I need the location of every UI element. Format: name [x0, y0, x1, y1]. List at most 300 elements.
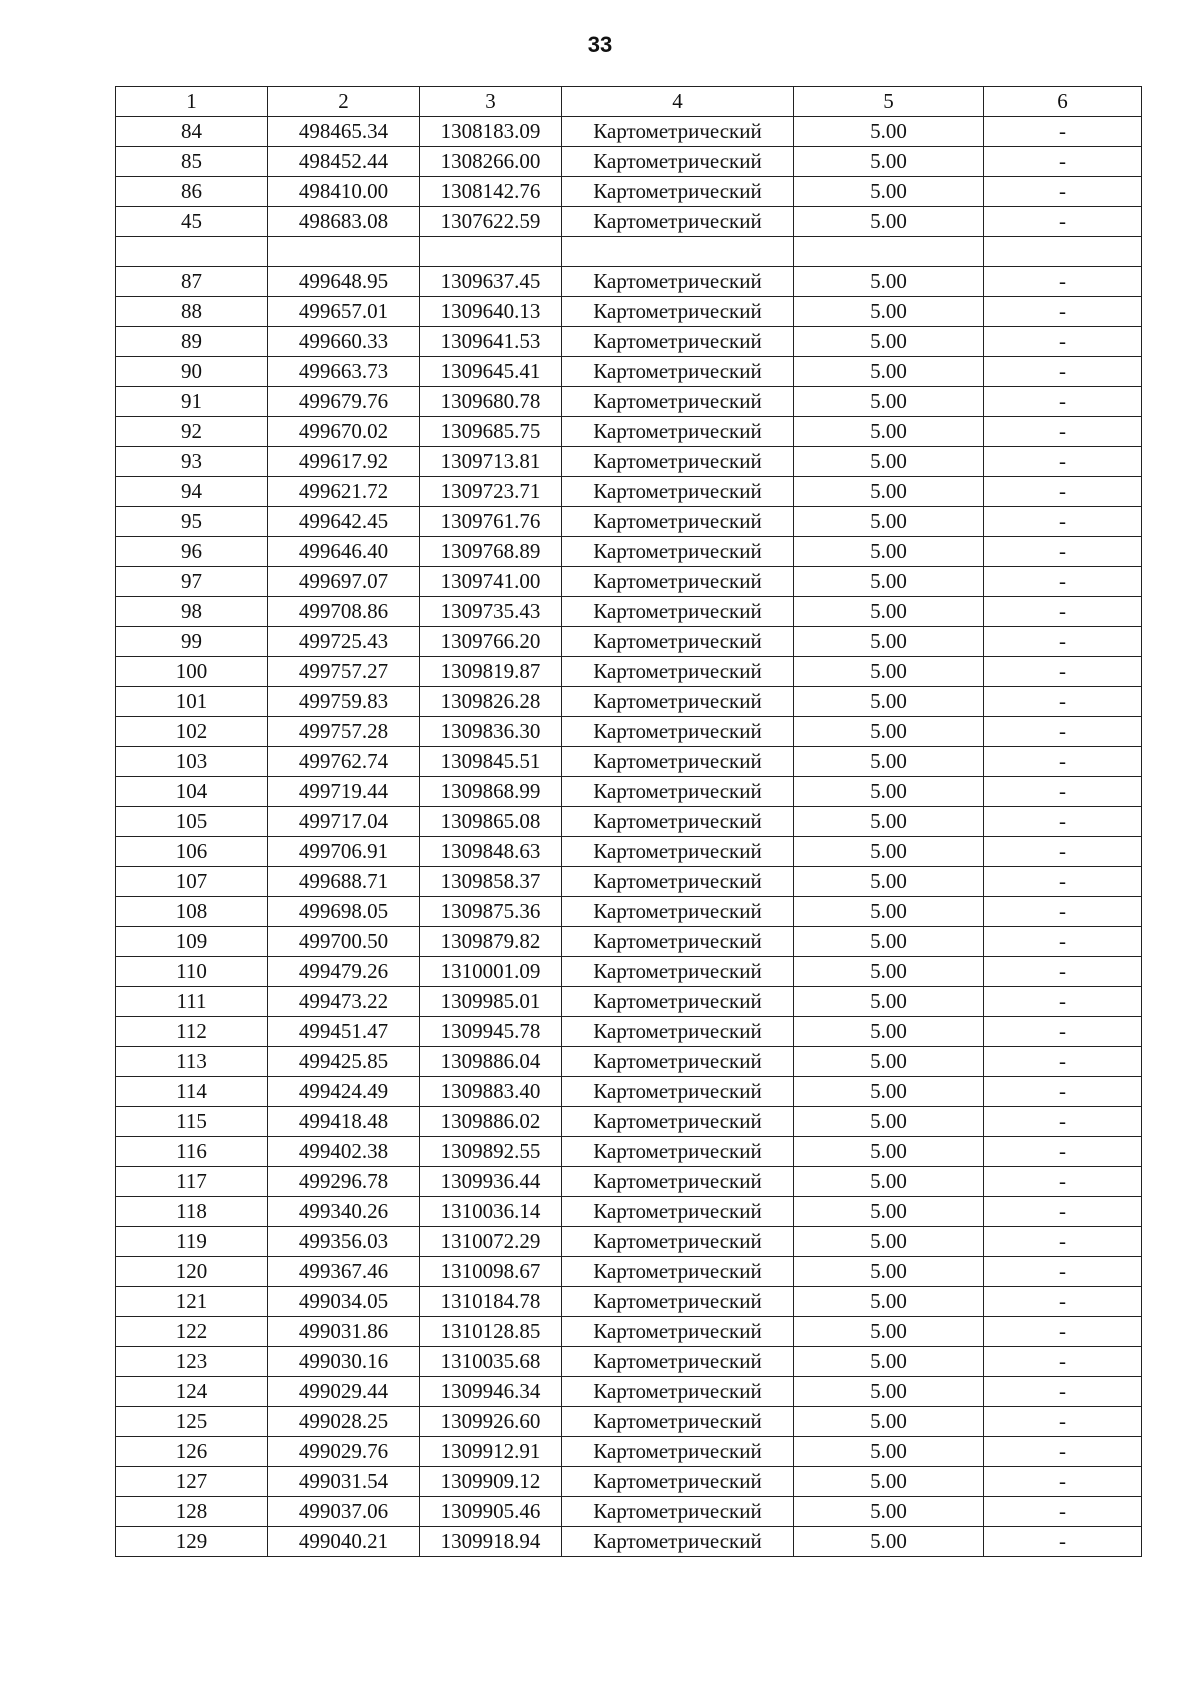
point-number-cell: 123 — [116, 1347, 268, 1377]
x-coordinate-cell: 499648.95 — [268, 267, 420, 297]
point-number-cell: 88 — [116, 297, 268, 327]
y-coordinate-cell: 1308266.00 — [420, 147, 562, 177]
method-cell: Картометрический — [562, 1437, 794, 1467]
note-cell: - — [984, 1497, 1142, 1527]
note-cell: - — [984, 537, 1142, 567]
note-cell: - — [984, 1047, 1142, 1077]
note-cell: - — [984, 657, 1142, 687]
x-coordinate-cell: 499642.45 — [268, 507, 420, 537]
point-number-cell: 109 — [116, 927, 268, 957]
accuracy-cell: 5.00 — [794, 987, 984, 1017]
point-number-cell: 122 — [116, 1317, 268, 1347]
accuracy-cell: 5.00 — [794, 717, 984, 747]
table-row — [116, 1197, 1142, 1227]
page-number: 33 — [587, 32, 613, 57]
point-number-cell: 115 — [116, 1107, 268, 1137]
x-coordinate-cell: 499757.27 — [268, 657, 420, 687]
table-row — [116, 1467, 1142, 1497]
y-coordinate-cell: 1309766.20 — [420, 627, 562, 657]
note-cell: - — [984, 477, 1142, 507]
x-coordinate-cell: 499657.01 — [268, 297, 420, 327]
empty-cell — [984, 237, 1142, 267]
x-coordinate-cell: 498452.44 — [268, 147, 420, 177]
table-body — [116, 117, 1142, 1557]
accuracy-cell: 5.00 — [794, 447, 984, 477]
point-number-cell: 90 — [116, 357, 268, 387]
accuracy-cell: 5.00 — [794, 1347, 984, 1377]
table-header — [116, 87, 1142, 117]
note-cell: - — [984, 1287, 1142, 1317]
point-number-cell: 102 — [116, 717, 268, 747]
note-cell: - — [984, 117, 1142, 147]
accuracy-cell: 5.00 — [794, 1107, 984, 1137]
method-cell: Картометрический — [562, 417, 794, 447]
accuracy-cell: 5.00 — [794, 777, 984, 807]
x-coordinate-cell: 499029.44 — [268, 1377, 420, 1407]
method-cell: Картометрический — [562, 537, 794, 567]
y-coordinate-cell: 1309936.44 — [420, 1167, 562, 1197]
accuracy-cell: 5.00 — [794, 1527, 984, 1557]
point-number-cell: 86 — [116, 177, 268, 207]
x-coordinate-cell: 499402.38 — [268, 1137, 420, 1167]
note-cell: - — [984, 1467, 1142, 1497]
table-row — [116, 957, 1142, 987]
x-coordinate-cell: 499670.02 — [268, 417, 420, 447]
table-row — [116, 687, 1142, 717]
point-number-cell: 112 — [116, 1017, 268, 1047]
table-row — [116, 927, 1142, 957]
method-cell: Картометрический — [562, 747, 794, 777]
y-coordinate-cell: 1309918.94 — [420, 1527, 562, 1557]
table-row — [116, 507, 1142, 537]
table-row — [116, 1107, 1142, 1137]
method-cell: Картометрический — [562, 1017, 794, 1047]
table-row — [116, 327, 1142, 357]
x-coordinate-cell: 499679.76 — [268, 387, 420, 417]
table-row — [116, 1167, 1142, 1197]
y-coordinate-cell: 1309640.13 — [420, 297, 562, 327]
method-cell: Картометрический — [562, 267, 794, 297]
accuracy-cell: 5.00 — [794, 807, 984, 837]
x-coordinate-cell: 499762.74 — [268, 747, 420, 777]
method-cell: Картометрический — [562, 477, 794, 507]
point-number-cell: 85 — [116, 147, 268, 177]
point-number-cell: 106 — [116, 837, 268, 867]
method-cell: Картометрический — [562, 207, 794, 237]
x-coordinate-cell: 499418.48 — [268, 1107, 420, 1137]
accuracy-cell: 5.00 — [794, 147, 984, 177]
y-coordinate-cell: 1309886.04 — [420, 1047, 562, 1077]
table-row — [116, 1377, 1142, 1407]
accuracy-cell: 5.00 — [794, 1047, 984, 1077]
table-header-row — [116, 87, 1142, 117]
table-row — [116, 1287, 1142, 1317]
x-coordinate-cell: 499340.26 — [268, 1197, 420, 1227]
point-number-cell: 96 — [116, 537, 268, 567]
table-row — [116, 1527, 1142, 1557]
accuracy-cell: 5.00 — [794, 567, 984, 597]
point-number-cell: 118 — [116, 1197, 268, 1227]
note-cell: - — [984, 867, 1142, 897]
method-cell: Картометрический — [562, 657, 794, 687]
y-coordinate-cell: 1309735.43 — [420, 597, 562, 627]
point-number-cell: 114 — [116, 1077, 268, 1107]
table-row — [116, 1137, 1142, 1167]
note-cell: - — [984, 1137, 1142, 1167]
point-number-cell: 92 — [116, 417, 268, 447]
empty-cell — [420, 237, 562, 267]
y-coordinate-cell: 1310036.14 — [420, 1197, 562, 1227]
accuracy-cell: 5.00 — [794, 207, 984, 237]
table-row — [116, 837, 1142, 867]
table-row — [116, 1047, 1142, 1077]
note-cell: - — [984, 417, 1142, 447]
note-cell: - — [984, 807, 1142, 837]
note-cell: - — [984, 627, 1142, 657]
point-number-cell: 127 — [116, 1467, 268, 1497]
accuracy-cell: 5.00 — [794, 837, 984, 867]
table-row — [116, 1017, 1142, 1047]
table-row — [116, 477, 1142, 507]
y-coordinate-cell: 1309892.55 — [420, 1137, 562, 1167]
accuracy-cell: 5.00 — [794, 1017, 984, 1047]
x-coordinate-cell: 499296.78 — [268, 1167, 420, 1197]
y-coordinate-cell: 1309645.41 — [420, 357, 562, 387]
accuracy-cell: 5.00 — [794, 357, 984, 387]
note-cell: - — [984, 987, 1142, 1017]
note-cell: - — [984, 1407, 1142, 1437]
method-cell: Картометрический — [562, 177, 794, 207]
note-cell: - — [984, 147, 1142, 177]
y-coordinate-cell: 1309945.78 — [420, 1017, 562, 1047]
note-cell: - — [984, 1017, 1142, 1047]
column-header-4: 4 — [562, 87, 794, 117]
point-number-cell: 97 — [116, 567, 268, 597]
x-coordinate-cell: 499663.73 — [268, 357, 420, 387]
accuracy-cell: 5.00 — [794, 1077, 984, 1107]
method-cell: Картометрический — [562, 1527, 794, 1557]
empty-cell — [794, 237, 984, 267]
x-coordinate-cell: 498683.08 — [268, 207, 420, 237]
x-coordinate-cell: 499424.49 — [268, 1077, 420, 1107]
point-number-cell: 113 — [116, 1047, 268, 1077]
table-row — [116, 777, 1142, 807]
method-cell: Картометрический — [562, 147, 794, 177]
method-cell: Картометрический — [562, 327, 794, 357]
accuracy-cell: 5.00 — [794, 387, 984, 417]
table-row — [116, 747, 1142, 777]
accuracy-cell: 5.00 — [794, 957, 984, 987]
note-cell: - — [984, 1377, 1142, 1407]
method-cell: Картометрический — [562, 1167, 794, 1197]
accuracy-cell: 5.00 — [794, 1287, 984, 1317]
point-number-cell: 45 — [116, 207, 268, 237]
accuracy-cell: 5.00 — [794, 1167, 984, 1197]
method-cell: Картометрический — [562, 867, 794, 897]
note-cell: - — [984, 717, 1142, 747]
y-coordinate-cell: 1309723.71 — [420, 477, 562, 507]
accuracy-cell: 5.00 — [794, 177, 984, 207]
method-cell: Картометрический — [562, 1467, 794, 1497]
method-cell: Картометрический — [562, 957, 794, 987]
note-cell: - — [984, 447, 1142, 477]
point-number-cell: 101 — [116, 687, 268, 717]
accuracy-cell: 5.00 — [794, 507, 984, 537]
accuracy-cell: 5.00 — [794, 597, 984, 627]
point-number-cell: 110 — [116, 957, 268, 987]
point-number-cell: 121 — [116, 1287, 268, 1317]
point-number-cell: 100 — [116, 657, 268, 687]
point-number-cell: 84 — [116, 117, 268, 147]
y-coordinate-cell: 1309905.46 — [420, 1497, 562, 1527]
method-cell: Картометрический — [562, 627, 794, 657]
table-row — [116, 297, 1142, 327]
accuracy-cell: 5.00 — [794, 537, 984, 567]
x-coordinate-cell: 499719.44 — [268, 777, 420, 807]
table-row — [116, 1257, 1142, 1287]
note-cell: - — [984, 1527, 1142, 1557]
note-cell: - — [984, 267, 1142, 297]
point-number-cell: 108 — [116, 897, 268, 927]
y-coordinate-cell: 1309858.37 — [420, 867, 562, 897]
method-cell: Картометрический — [562, 117, 794, 147]
x-coordinate-cell: 499698.05 — [268, 897, 420, 927]
method-cell: Картометрический — [562, 1377, 794, 1407]
y-coordinate-cell: 1309926.60 — [420, 1407, 562, 1437]
accuracy-cell: 5.00 — [794, 1137, 984, 1167]
point-number-cell: 95 — [116, 507, 268, 537]
method-cell: Картометрический — [562, 1197, 794, 1227]
note-cell: - — [984, 687, 1142, 717]
table-row — [116, 1347, 1142, 1377]
method-cell: Картометрический — [562, 927, 794, 957]
method-cell: Картометрический — [562, 687, 794, 717]
y-coordinate-cell: 1309826.28 — [420, 687, 562, 717]
accuracy-cell: 5.00 — [794, 267, 984, 297]
point-number-cell: 129 — [116, 1527, 268, 1557]
method-cell: Картометрический — [562, 807, 794, 837]
y-coordinate-cell: 1309637.45 — [420, 267, 562, 297]
note-cell: - — [984, 1347, 1142, 1377]
note-cell: - — [984, 177, 1142, 207]
accuracy-cell: 5.00 — [794, 627, 984, 657]
accuracy-cell: 5.00 — [794, 1377, 984, 1407]
accuracy-cell: 5.00 — [794, 327, 984, 357]
point-number-cell: 126 — [116, 1437, 268, 1467]
method-cell: Картометрический — [562, 597, 794, 627]
y-coordinate-cell: 1309741.00 — [420, 567, 562, 597]
y-coordinate-cell: 1308183.09 — [420, 117, 562, 147]
method-cell: Картометрический — [562, 1077, 794, 1107]
x-coordinate-cell: 498465.34 — [268, 117, 420, 147]
method-cell: Картометрический — [562, 777, 794, 807]
method-cell: Картометрический — [562, 837, 794, 867]
coordinates-table — [115, 86, 1142, 1557]
accuracy-cell: 5.00 — [794, 747, 984, 777]
note-cell: - — [984, 1227, 1142, 1257]
method-cell: Картометрический — [562, 987, 794, 1017]
y-coordinate-cell: 1309946.34 — [420, 1377, 562, 1407]
note-cell: - — [984, 1197, 1142, 1227]
column-header-1: 1 — [116, 87, 268, 117]
x-coordinate-cell: 499037.06 — [268, 1497, 420, 1527]
table-row — [116, 387, 1142, 417]
accuracy-cell: 5.00 — [794, 1437, 984, 1467]
table-row — [116, 357, 1142, 387]
point-number-cell: 128 — [116, 1497, 268, 1527]
note-cell: - — [984, 1107, 1142, 1137]
note-cell: - — [984, 957, 1142, 987]
accuracy-cell: 5.00 — [794, 687, 984, 717]
note-cell: - — [984, 897, 1142, 927]
x-coordinate-cell: 499708.86 — [268, 597, 420, 627]
y-coordinate-cell: 1309875.36 — [420, 897, 562, 927]
x-coordinate-cell: 499757.28 — [268, 717, 420, 747]
y-coordinate-cell: 1310184.78 — [420, 1287, 562, 1317]
column-header-6: 6 — [984, 87, 1142, 117]
x-coordinate-cell: 499356.03 — [268, 1227, 420, 1257]
method-cell: Картометрический — [562, 507, 794, 537]
method-cell: Картометрический — [562, 1407, 794, 1437]
method-cell: Картометрический — [562, 447, 794, 477]
y-coordinate-cell: 1309641.53 — [420, 327, 562, 357]
accuracy-cell: 5.00 — [794, 1467, 984, 1497]
table-row — [116, 717, 1142, 747]
table-row — [116, 1077, 1142, 1107]
y-coordinate-cell: 1309912.91 — [420, 1437, 562, 1467]
method-cell: Картометрический — [562, 567, 794, 597]
point-number-cell: 94 — [116, 477, 268, 507]
x-coordinate-cell: 499473.22 — [268, 987, 420, 1017]
table-row — [116, 807, 1142, 837]
method-cell: Картометрический — [562, 717, 794, 747]
method-cell: Картометрический — [562, 1317, 794, 1347]
method-cell: Картометрический — [562, 357, 794, 387]
y-coordinate-cell: 1309680.78 — [420, 387, 562, 417]
method-cell: Картометрический — [562, 1107, 794, 1137]
note-cell: - — [984, 1077, 1142, 1107]
empty-cell — [562, 237, 794, 267]
table-row — [116, 567, 1142, 597]
table-row-blank — [116, 237, 1142, 267]
x-coordinate-cell: 499660.33 — [268, 327, 420, 357]
table-row — [116, 987, 1142, 1017]
note-cell: - — [984, 747, 1142, 777]
x-coordinate-cell: 499031.86 — [268, 1317, 420, 1347]
table-row — [116, 177, 1142, 207]
x-coordinate-cell: 499697.07 — [268, 567, 420, 597]
point-number-cell: 107 — [116, 867, 268, 897]
table-row — [116, 447, 1142, 477]
y-coordinate-cell: 1309768.89 — [420, 537, 562, 567]
table-row — [116, 1437, 1142, 1467]
y-coordinate-cell: 1310035.68 — [420, 1347, 562, 1377]
table-row — [116, 267, 1142, 297]
table-row — [116, 1227, 1142, 1257]
accuracy-cell: 5.00 — [794, 927, 984, 957]
table-row — [116, 207, 1142, 237]
column-header-5: 5 — [794, 87, 984, 117]
point-number-cell: 111 — [116, 987, 268, 1017]
x-coordinate-cell: 499700.50 — [268, 927, 420, 957]
accuracy-cell: 5.00 — [794, 1227, 984, 1257]
y-coordinate-cell: 1309685.75 — [420, 417, 562, 447]
empty-cell — [116, 237, 268, 267]
accuracy-cell: 5.00 — [794, 117, 984, 147]
table-row — [116, 1317, 1142, 1347]
point-number-cell: 119 — [116, 1227, 268, 1257]
column-header-3: 3 — [420, 87, 562, 117]
table-row — [116, 117, 1142, 147]
table-row — [116, 897, 1142, 927]
note-cell: - — [984, 837, 1142, 867]
x-coordinate-cell: 499617.92 — [268, 447, 420, 477]
method-cell: Картометрический — [562, 297, 794, 327]
table-row — [116, 147, 1142, 177]
y-coordinate-cell: 1308142.76 — [420, 177, 562, 207]
x-coordinate-cell: 499028.25 — [268, 1407, 420, 1437]
y-coordinate-cell: 1309713.81 — [420, 447, 562, 477]
note-cell: - — [984, 567, 1142, 597]
y-coordinate-cell: 1309819.87 — [420, 657, 562, 687]
y-coordinate-cell: 1309865.08 — [420, 807, 562, 837]
method-cell: Картометрический — [562, 1137, 794, 1167]
y-coordinate-cell: 1309879.82 — [420, 927, 562, 957]
accuracy-cell: 5.00 — [794, 1257, 984, 1287]
note-cell: - — [984, 1167, 1142, 1197]
method-cell: Картометрический — [562, 1257, 794, 1287]
y-coordinate-cell: 1310001.09 — [420, 957, 562, 987]
accuracy-cell: 5.00 — [794, 417, 984, 447]
x-coordinate-cell: 499717.04 — [268, 807, 420, 837]
method-cell: Картометрический — [562, 1497, 794, 1527]
note-cell: - — [984, 1257, 1142, 1287]
point-number-cell: 116 — [116, 1137, 268, 1167]
y-coordinate-cell: 1309883.40 — [420, 1077, 562, 1107]
y-coordinate-cell: 1309761.76 — [420, 507, 562, 537]
point-number-cell: 89 — [116, 327, 268, 357]
accuracy-cell: 5.00 — [794, 297, 984, 327]
x-coordinate-cell: 498410.00 — [268, 177, 420, 207]
table-row — [116, 1407, 1142, 1437]
x-coordinate-cell: 499040.21 — [268, 1527, 420, 1557]
point-number-cell: 117 — [116, 1167, 268, 1197]
method-cell: Картометрический — [562, 1347, 794, 1377]
table-row — [116, 627, 1142, 657]
x-coordinate-cell: 499034.05 — [268, 1287, 420, 1317]
x-coordinate-cell: 499621.72 — [268, 477, 420, 507]
note-cell: - — [984, 597, 1142, 627]
method-cell: Картометрический — [562, 897, 794, 927]
note-cell: - — [984, 357, 1142, 387]
x-coordinate-cell: 499030.16 — [268, 1347, 420, 1377]
point-number-cell: 124 — [116, 1377, 268, 1407]
point-number-cell: 93 — [116, 447, 268, 477]
x-coordinate-cell: 499029.76 — [268, 1437, 420, 1467]
x-coordinate-cell: 499425.85 — [268, 1047, 420, 1077]
accuracy-cell: 5.00 — [794, 1197, 984, 1227]
table-row — [116, 1497, 1142, 1527]
table-row — [116, 597, 1142, 627]
x-coordinate-cell: 499479.26 — [268, 957, 420, 987]
method-cell: Картометрический — [562, 1047, 794, 1077]
accuracy-cell: 5.00 — [794, 657, 984, 687]
note-cell: - — [984, 507, 1142, 537]
method-cell: Картометрический — [562, 1287, 794, 1317]
x-coordinate-cell: 499031.54 — [268, 1467, 420, 1497]
x-coordinate-cell: 499451.47 — [268, 1017, 420, 1047]
y-coordinate-cell: 1309845.51 — [420, 747, 562, 777]
